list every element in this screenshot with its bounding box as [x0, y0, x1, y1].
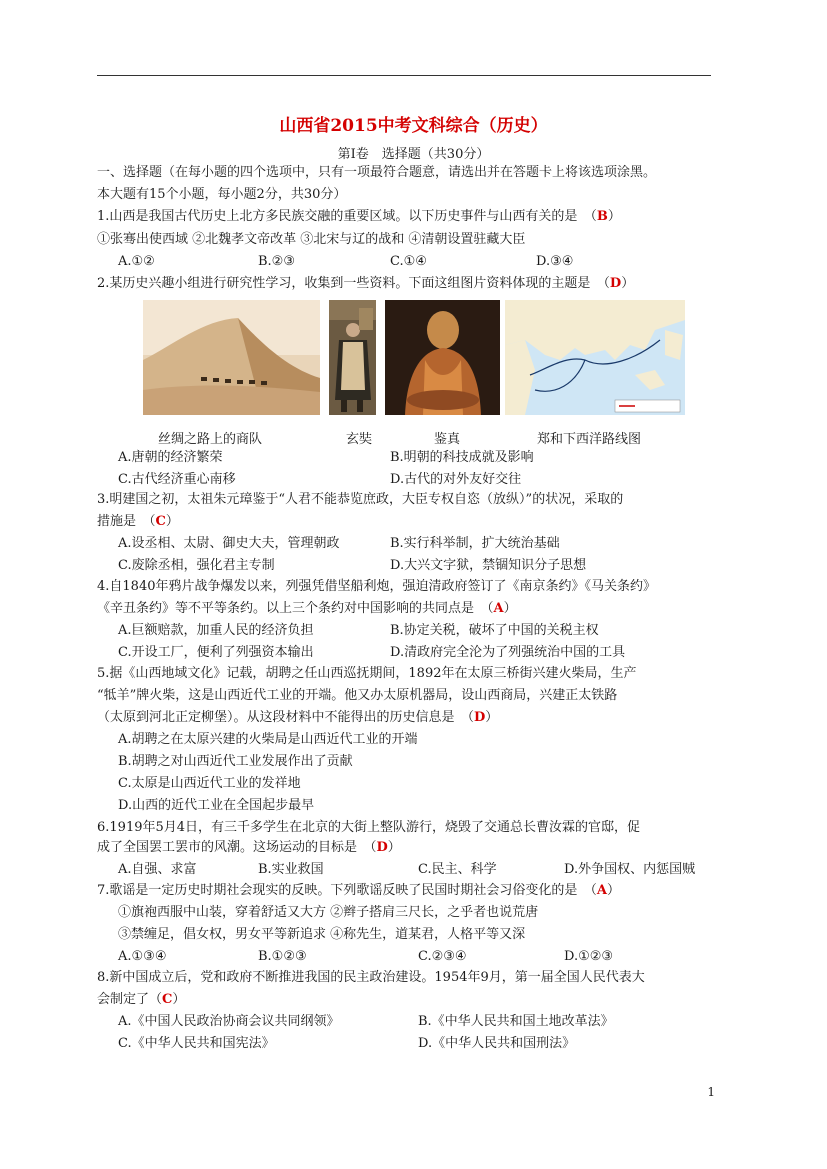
q8-option-d: D.《中华人民共和国刑法》 [418, 1036, 576, 1051]
q3-option-b: B.实行科举制，扩大统治基础 [390, 536, 560, 551]
q7-answer: A [596, 883, 607, 898]
q2-stem: 2.某历史兴趣小组进行研究性学习，收集到一些资料。下面这组图片资料体现的主题是 （D） [97, 276, 635, 291]
q7-stem: 7.歌谣是一定历史时期社会现实的反映。下列歌谣反映了民国时期社会习俗变化的是 （A） [97, 883, 621, 898]
q4-stem: 4.自1840年鸦片战争爆发以来，列强凭借坚船利炮，强迫清政府签订了《南京条约》《马关条约》 [97, 579, 656, 594]
q3-option-c: C.废除丞相，强化君主专制 [118, 558, 275, 573]
q6-option-d: D.外争国权、内惩国贼 [564, 862, 696, 877]
q6-stem-2: 成了全国罢工罢市的风潮。这场运动的目标是 （D） [97, 840, 401, 855]
q8-answer: C [162, 992, 173, 1007]
instructions-line-1: 一、选择题（在每小题的四个选项中，只有一项最符合题意，请选出并在答题卡上将该选项涂黑。 [97, 165, 657, 180]
q3-stem-2: 措施是 （C） [97, 514, 179, 529]
q1-items: ①张骞出使西域 ②北魏孝文帝改革 ③北宋与辽的战和 ④清朝设置驻藏大臣 [97, 232, 526, 247]
q8-option-a: A.《中国人民政治协商会议共同纲领》 [118, 1014, 340, 1029]
q7-items-1: ①旗袍西服中山装，穿着舒适又大方 ②辫子搭肩三尺长，之乎者也说荒唐 [118, 905, 539, 920]
q2-answer: D [609, 276, 622, 291]
caption-map: 郑和下西洋路线图 [537, 432, 642, 447]
instructions-line-2: 本大题有15个小题，每小题2分，共30分） [97, 187, 347, 202]
q6-option-b: B.实业救国 [258, 862, 324, 877]
q7-option-d: D.①②③ [564, 949, 614, 964]
caption-jianzhen: 鉴真 [434, 432, 461, 447]
q6-answer: D [376, 840, 388, 855]
q1-stem: 1.山西是我国古代历史上北方多民族交融的重要区域。以下历史事件与山西有关的是 （B） [97, 209, 621, 224]
q4-answer: A [493, 601, 504, 616]
q1-option-b: B.②③ [258, 254, 295, 269]
q4-stem-2: 《辛丑条约》等不平等条约。以上三个条约对中国影响的共同点是 （A） [97, 601, 517, 616]
section-header: 第Ⅰ卷 选择题（共30分） [337, 147, 490, 162]
q2-option-a: A.唐朝的经济繁荣 [118, 450, 223, 465]
q4-option-a: A.巨额赔款，加重人民的经济负担 [118, 623, 314, 638]
q6-stem: 6.1919年5月4日，有三千多学生在北京的大街上整队游行，烧毁了交通总长曹汝霖的官邸，促 [97, 820, 641, 835]
q5-option-b: B.胡聘之对山西近代工业发展作出了贡献 [118, 754, 353, 769]
q6-option-c: C.民主、科学 [418, 862, 497, 877]
q5-stem-2: “牴羊”牌火柴，这是山西近代工业的开端。他又办太原机器局，设山西商局，兴建正太铁路 [97, 688, 618, 703]
q3-option-a: A.设丞相、太尉、御史大夫，管理朝政 [118, 536, 340, 551]
q8-option-c: C.《中华人民共和国宪法》 [118, 1036, 275, 1051]
q1-answer: B [596, 209, 608, 224]
header-rule [97, 75, 711, 76]
zheng-he-voyage-map [505, 300, 685, 415]
q5-answer: D [474, 710, 486, 725]
q4-option-c: C.开设工厂，便利了列强资本输出 [118, 645, 314, 660]
q2-option-d: D.古代的对外友好交往 [390, 472, 522, 487]
q2-option-c: C.古代经济重心南移 [118, 472, 236, 487]
q4-option-b: B.协定关税，破坏了中国的关税主权 [390, 623, 599, 638]
q1-option-d: D.③④ [536, 254, 574, 269]
q5-option-c: C.太原是山西近代工业的发祥地 [118, 776, 301, 791]
q7-option-a: A.①③④ [118, 949, 167, 964]
q8-stem-2: 会制定了（C） [97, 992, 186, 1007]
q5-stem-3: （太原到河北正定柳堡）。从这段材料中不能得出的历史信息是 （D） [97, 710, 499, 725]
xuanzang-image [329, 300, 376, 415]
page-number: 1 [707, 1085, 715, 1099]
jianzhen-image [385, 300, 500, 415]
q7-option-c: C.②③④ [418, 949, 467, 964]
page-title: 山西省2015中考文科综合（历史） [279, 116, 548, 136]
q7-option-b: B.①②③ [258, 949, 307, 964]
q8-stem: 8.新中国成立后，党和政府不断推进我国的民主政治建设。1954年9月，第一届全国人民代表大 [97, 970, 645, 985]
q3-stem: 3.明建国之初，太祖朱元璋鉴于“人君不能恭览庶政，大臣专权自恣（放纵）”的状况，采取的 [97, 492, 624, 507]
q4-option-d: D.清政府完全沦为了列强统治中国的工具 [390, 645, 626, 660]
q3-answer: C [155, 514, 166, 529]
q5-option-a: A.胡聘之在太原兴建的火柴局是山西近代工业的开端 [118, 732, 418, 747]
q8-option-b: B.《中华人民共和国土地改革法》 [418, 1014, 614, 1029]
q3-option-d: D.大兴文字狱，禁锢知识分子思想 [390, 558, 587, 573]
silk-road-caravan-image [143, 300, 320, 415]
caption-xuanzang: 玄奘 [346, 432, 373, 447]
q6-option-a: A.自强、求富 [118, 862, 197, 877]
q1-option-a: A.①② [118, 254, 155, 269]
q7-items-2: ③禁缠足，倡女权，男女平等新追求 ④称先生，道某君，人格平等又深 [118, 927, 526, 942]
caption-caravan: 丝绸之路上的商队 [158, 432, 263, 447]
q1-option-c: C.①④ [390, 254, 427, 269]
q2-option-b: B.明朝的科技成就及影响 [390, 450, 534, 465]
q5-stem: 5.据《山西地域文化》记载，胡聘之任山西巡抚期间，1892年在太原三桥街兴建火柴局，生产 [97, 666, 637, 681]
q5-option-d: D.山西的近代工业在全国起步最早 [118, 798, 315, 813]
